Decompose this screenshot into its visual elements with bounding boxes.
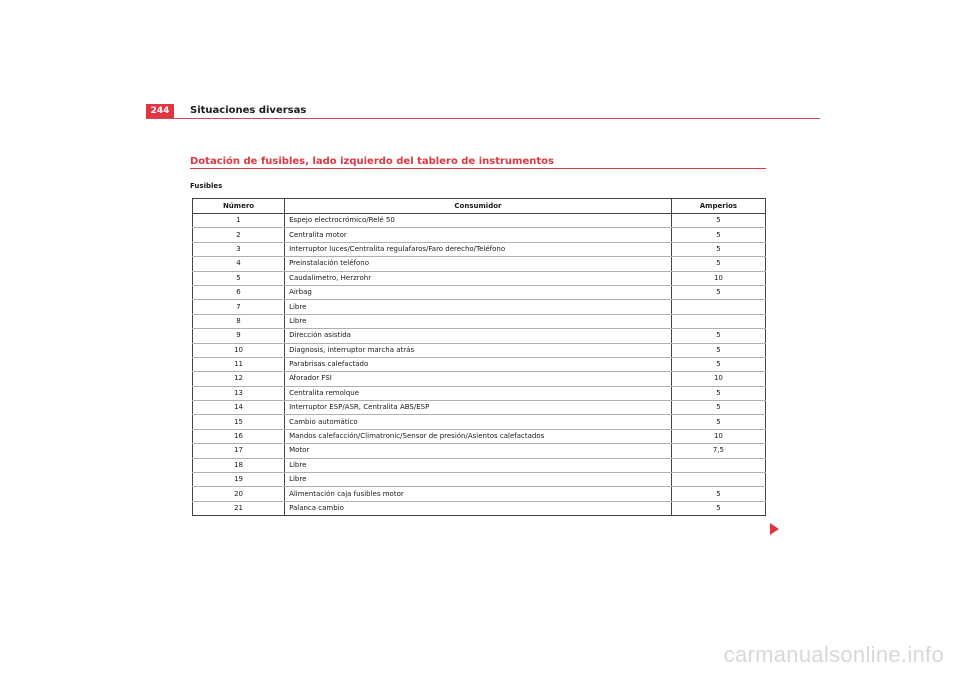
table-body <box>193 214 766 516</box>
cell-amperes: 5 <box>671 228 765 242</box>
cell-amperes: 5 <box>671 343 765 357</box>
table-row <box>193 257 766 271</box>
table-row <box>193 228 766 242</box>
cell-amperes: 10 <box>671 271 765 285</box>
page-number: 244 <box>146 104 174 118</box>
cell-number: 6 <box>193 285 285 299</box>
cell-amperes: 5 <box>671 386 765 400</box>
table-row <box>193 372 766 386</box>
cell-amperes: 5 <box>671 242 765 256</box>
cell-amperes: 5 <box>671 285 765 299</box>
table-row <box>193 214 766 228</box>
cell-amperes: 5 <box>671 214 765 228</box>
cell-amperes <box>671 458 765 472</box>
fuse-table <box>192 198 766 516</box>
table-row <box>193 386 766 400</box>
cell-amperes: 5 <box>671 501 765 515</box>
table-row <box>193 415 766 429</box>
watermark <box>724 642 944 668</box>
cell-consumer: Palanca cambio <box>285 501 672 515</box>
table-row <box>193 329 766 343</box>
cell-number: 4 <box>193 257 285 271</box>
cell-amperes: 5 <box>671 401 765 415</box>
table-row <box>193 444 766 458</box>
cell-number: 21 <box>193 501 285 515</box>
table-row <box>193 314 766 328</box>
next-page-arrow-icon[interactable] <box>770 523 779 535</box>
header-divider <box>146 118 820 119</box>
cell-consumer: Centralita motor <box>285 228 672 242</box>
table-row <box>193 501 766 515</box>
title-divider <box>190 168 766 169</box>
cell-amperes: 10 <box>671 372 765 386</box>
cell-consumer: Aforador FSI <box>285 372 672 386</box>
cell-amperes: 5 <box>671 415 765 429</box>
cell-number: 16 <box>193 429 285 443</box>
cell-number: 15 <box>193 415 285 429</box>
cell-consumer: Motor <box>285 444 672 458</box>
cell-amperes: 5 <box>671 329 765 343</box>
cell-number: 17 <box>193 444 285 458</box>
cell-amperes <box>671 473 765 487</box>
cell-amperes: 5 <box>671 257 765 271</box>
cell-consumer: Interruptor ESP/ASR, Centralita ABS/ESP <box>285 401 672 415</box>
table-row <box>193 300 766 314</box>
section-title: Dotación de fusibles, lado izquierdo del tablero de instrumentos <box>190 156 554 167</box>
cell-number: 14 <box>193 401 285 415</box>
column-header-number: Número <box>193 199 285 214</box>
cell-consumer: Interruptor luces/Centralita regulafaros/Faro derecho/Teléfono <box>285 242 672 256</box>
cell-number: 11 <box>193 357 285 371</box>
cell-number: 10 <box>193 343 285 357</box>
cell-consumer: Mandos calefacción/Climatronic/Sensor de presión/Asientos calefactados <box>285 429 672 443</box>
cell-consumer: Parabrisas calefactado <box>285 357 672 371</box>
table-row <box>193 473 766 487</box>
cell-consumer: Cambio automático <box>285 415 672 429</box>
cell-number: 18 <box>193 458 285 472</box>
cell-amperes: 5 <box>671 487 765 501</box>
cell-consumer: Diagnosis, interruptor marcha atrás <box>285 343 672 357</box>
table-row <box>193 357 766 371</box>
table-header-row <box>193 199 766 214</box>
cell-consumer: Alimentación caja fusibles motor <box>285 487 672 501</box>
cell-consumer: Centralita remolque <box>285 386 672 400</box>
cell-number: 12 <box>193 372 285 386</box>
cell-amperes: 7,5 <box>671 444 765 458</box>
cell-consumer: Preinstalación teléfono <box>285 257 672 271</box>
subheading: Fusibles <box>190 182 223 190</box>
cell-amperes: 5 <box>671 357 765 371</box>
cell-number: 19 <box>193 473 285 487</box>
cell-number: 3 <box>193 242 285 256</box>
cell-number: 2 <box>193 228 285 242</box>
cell-number: 9 <box>193 329 285 343</box>
cell-consumer: Dirección asistida <box>285 329 672 343</box>
cell-amperes <box>671 314 765 328</box>
table-row <box>193 343 766 357</box>
cell-consumer: Libre <box>285 314 672 328</box>
cell-number: 7 <box>193 300 285 314</box>
cell-consumer: Libre <box>285 458 672 472</box>
cell-consumer: Airbag <box>285 285 672 299</box>
cell-consumer: Espejo electrocrómico/Relé 50 <box>285 214 672 228</box>
table-row <box>193 401 766 415</box>
cell-number: 20 <box>193 487 285 501</box>
cell-number: 1 <box>193 214 285 228</box>
cell-consumer: Caudalímetro, Herzrohr <box>285 271 672 285</box>
watermark-text: carmanualsonline.info <box>723 642 944 667</box>
running-header: Situaciones diversas <box>190 105 307 116</box>
table-row <box>193 271 766 285</box>
table-row <box>193 458 766 472</box>
column-header-amperes: Amperios <box>671 199 765 214</box>
column-header-consumer: Consumidor <box>285 199 672 214</box>
cell-consumer: Libre <box>285 300 672 314</box>
cell-amperes: 10 <box>671 429 765 443</box>
cell-amperes <box>671 300 765 314</box>
cell-consumer: Libre <box>285 473 672 487</box>
table-row <box>193 487 766 501</box>
table-row <box>193 242 766 256</box>
table-row <box>193 429 766 443</box>
cell-number: 13 <box>193 386 285 400</box>
table-row <box>193 285 766 299</box>
cell-number: 8 <box>193 314 285 328</box>
cell-number: 5 <box>193 271 285 285</box>
